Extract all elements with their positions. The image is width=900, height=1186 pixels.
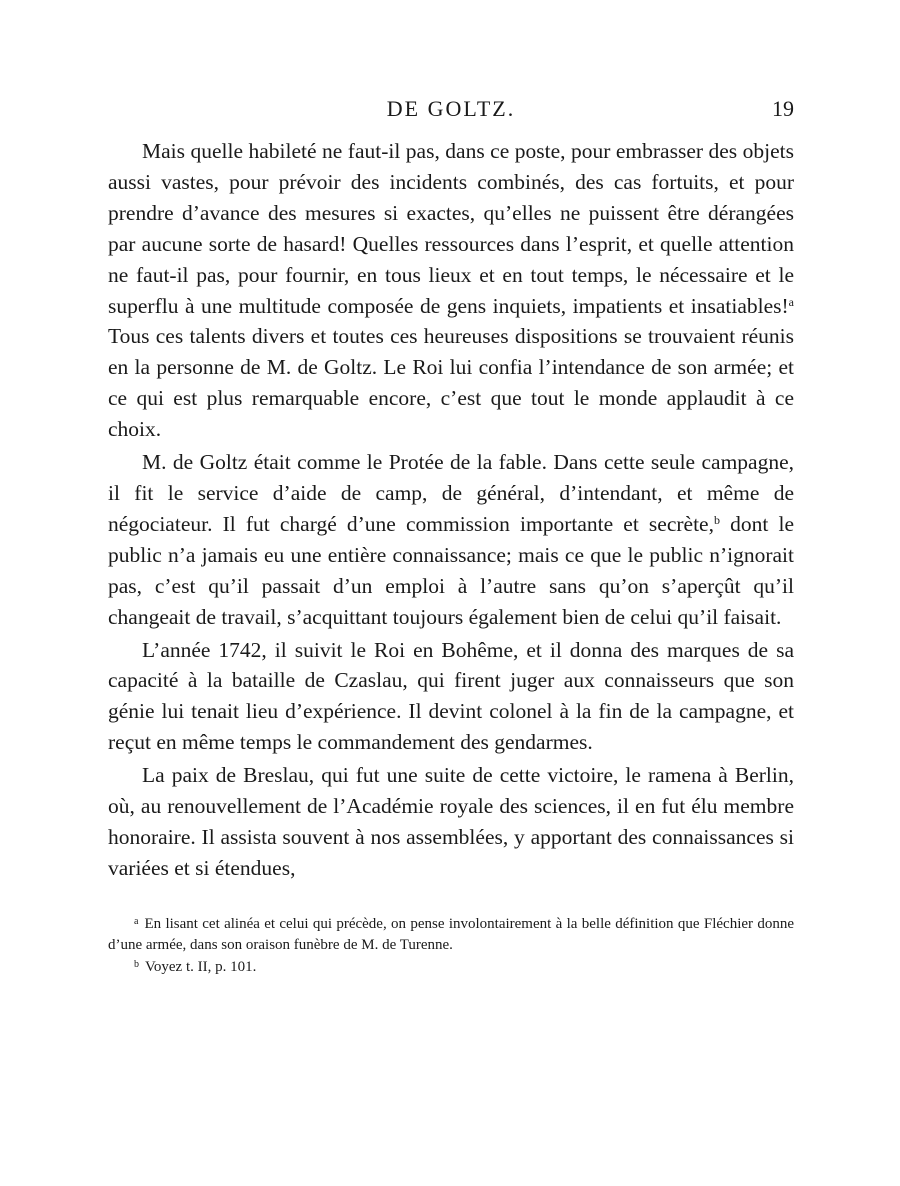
footnote-text: Voyez t. II, p. 101. [145, 958, 257, 975]
footnotes [108, 914, 794, 979]
paragraph [108, 447, 794, 632]
paragraph-text: dont le public n’a jamais eu une entière connaissance; mais ce que le public n’ignorait pas, c’est qu’il passait d’un emploi à l’autre sans qu’on s’aperçût qu’il changeait de travail, s’acquittant toujours également bien de celui qu’il faisait. [108, 511, 794, 629]
footnote-mark: b [134, 958, 139, 970]
paragraph-text: M. de Goltz était comme le Protée de la fable. Dans cette seule campagne, il fit le service d’aide de camp, de général, d’intendant, et même de négociateur. Il fut chargé d’une commission importante et secrète, [108, 450, 794, 536]
footnote [108, 957, 794, 979]
book-page [108, 96, 794, 978]
paragraph: L’année 1742, il suivit le Roi en Bohême, et il donna des marques de sa capacité à la bataille de Czaslau, qui firent juger aux connaisseurs que son génie lui tenait lieu d’expérience. Il devint colonel à la fin de la campagne, et reçut en même temps le commandement des gendarmes. [108, 637, 794, 755]
running-title: DE GOLTZ. [386, 96, 516, 121]
paragraph: La paix de Breslau, qui fut une suite de cette victoire, le ramena à Berlin, où, au renouvellement de l’Académie royale des sciences, il en fut élu membre honoraire. Il assista souvent à nos assemblées, y apportant des connaissances si variées et si étendues, [108, 763, 794, 880]
body-text [108, 136, 794, 884]
footnote [108, 914, 794, 957]
paragraph-text: Mais quelle habileté ne faut-il pas, dans ce poste, pour embrasser des objets aussi vastes, pour prévoir des incidents combinés, des cas fortuits, et pour prendre d’avance des mesures si exactes, qu’elles ne puissent être dérangées par aucune sorte de hasard! Quelles ressources dans l’esprit, et quelle attention ne faut-il pas, pour fournir, en tous lieux et en tout temps, le nécessaire et le superflu à une multitude composée de gens inquiets, impatients et insatiables! [108, 139, 794, 318]
footnote-mark: a [134, 915, 139, 927]
page-number: 19 [772, 96, 794, 121]
running-head [108, 96, 794, 136]
footnote-text: En lisant cet alinéa et celui qui précède, on pense involontairement à la belle définition que Fléchier donne d’une armée, dans son oraison funèbre de M. de Turenne. [108, 915, 794, 954]
footnote-reference: b [713, 512, 720, 527]
paragraph [108, 136, 794, 445]
footnote-reference: a [788, 294, 794, 309]
paragraph-text: Tous ces talents divers et toutes ces heureuses dispositions se trouvaient réunis en la personne de M. de Goltz. Le Roi lui confia l’intendance de son armée; et ce qui est plus remarquable encore, c’est que tout le monde applaudit à ce choix. [108, 324, 794, 442]
